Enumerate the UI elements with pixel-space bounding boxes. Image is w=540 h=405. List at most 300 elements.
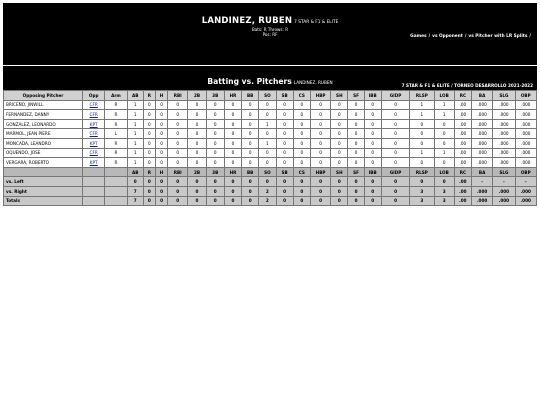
column-header: OBP: [515, 91, 536, 101]
summary-row: [4, 196, 537, 206]
stat-cell: .000: [493, 148, 515, 158]
stat-cell: 0: [168, 186, 188, 196]
stat-cell: 1: [127, 148, 143, 158]
stat-cell: 0: [364, 138, 381, 148]
stat-cell: .00: [454, 148, 471, 158]
stat-cell: 1: [259, 119, 276, 129]
stat-cell: .000: [493, 100, 515, 110]
table-row: [4, 100, 537, 110]
stat-cell: 0: [155, 186, 167, 196]
column-header: LOB: [434, 91, 454, 101]
stat-cell: .00: [454, 196, 471, 206]
stat-cell: .000: [493, 186, 515, 196]
page: [3, 3, 537, 206]
stat-cell: 0: [331, 148, 348, 158]
stat-cell: [105, 177, 127, 187]
opponent-cell: [83, 100, 105, 110]
stat-cell: 0: [331, 100, 348, 110]
stat-cell: .000: [515, 186, 536, 196]
stat-cell: 0: [348, 129, 364, 139]
column-header: CS: [293, 167, 310, 177]
table-row: [4, 158, 537, 168]
stat-cell: 1: [410, 100, 434, 110]
column-header: H: [155, 91, 167, 101]
stat-cell: 0: [410, 158, 434, 168]
stat-cell: 0: [348, 196, 364, 206]
stat-cell: 0: [381, 119, 409, 129]
stat-cell: 0: [293, 158, 310, 168]
stat-cell: 0: [310, 158, 330, 168]
stat-cell: 0: [188, 186, 206, 196]
stat-cell: -: [493, 177, 515, 187]
stat-cell: .000: [472, 148, 493, 158]
stat-cell: 0: [410, 177, 434, 187]
stat-cell: 0: [143, 177, 155, 187]
stat-cell: 0: [242, 196, 259, 206]
report-title: Batting vs. Pitchers: [207, 77, 292, 86]
section-header: [3, 66, 537, 90]
stat-cell: 0: [168, 148, 188, 158]
player-title: [3, 8, 537, 37]
column-header: CS: [293, 91, 310, 101]
stat-cell: .00: [454, 177, 471, 187]
column-header: 2B: [188, 167, 206, 177]
stat-cell: 0: [242, 186, 259, 196]
stat-cell: .000: [493, 119, 515, 129]
stat-cell: 0: [206, 186, 224, 196]
stat-cell: R: [105, 110, 127, 120]
column-header: SO: [259, 167, 276, 177]
bats-throws: Bats: R Throws: R: [251, 27, 289, 32]
stat-cell: 1: [410, 148, 434, 158]
stat-cell: 0: [310, 100, 330, 110]
stat-cell: 0: [155, 119, 167, 129]
stat-cell: 0: [410, 129, 434, 139]
stat-cell: 0: [364, 119, 381, 129]
column-header: BB: [242, 167, 259, 177]
stat-cell: 0: [310, 129, 330, 139]
column-header: SH: [331, 167, 348, 177]
report-links: [410, 34, 533, 39]
stat-cell: 0: [276, 100, 293, 110]
stat-cell: -: [472, 177, 493, 187]
stat-cell: .000: [515, 100, 536, 110]
stat-cell: 1: [434, 100, 454, 110]
opponent-link[interactable]: CFR: [89, 150, 98, 156]
stat-cell: 1: [127, 110, 143, 120]
stat-cell: L: [105, 129, 127, 139]
stat-cell: 0: [155, 177, 167, 187]
stat-cell: .000: [493, 110, 515, 120]
stat-cell: 0: [168, 158, 188, 168]
stat-cell: 0: [224, 138, 241, 148]
stat-cell: 0: [242, 129, 259, 139]
stat-cell: .000: [515, 110, 536, 120]
stat-cell: 0: [224, 186, 241, 196]
stat-cell: 0: [381, 100, 409, 110]
stat-cell: 0: [168, 100, 188, 110]
stat-cell: 0: [224, 158, 241, 168]
stat-cell: 0: [242, 158, 259, 168]
column-header: Opposing Pitcher: [4, 91, 83, 101]
opponent-link[interactable]: KPT: [89, 140, 98, 146]
column-header: GIDP: [381, 167, 409, 177]
stat-cell: 0: [155, 138, 167, 148]
stat-cell: .00: [454, 186, 471, 196]
stat-cell: 0: [155, 100, 167, 110]
vs-pitcher-lr-splits-link[interactable]: vs Pitcher with LR Splits: [468, 34, 528, 39]
pitcher-name: FERNANDEZ, DANNY: [4, 110, 83, 120]
stat-cell: 0: [188, 110, 206, 120]
stat-cell: 0: [331, 196, 348, 206]
stat-cell: .000: [472, 158, 493, 168]
stat-cell: 0: [293, 119, 310, 129]
stat-cell: .000: [472, 119, 493, 129]
stat-cell: 0: [381, 158, 409, 168]
stat-cell: 0: [348, 110, 364, 120]
stat-cell: 0: [434, 177, 454, 187]
stat-cell: 0: [276, 177, 293, 187]
stat-cell: 3: [434, 196, 454, 206]
column-header: AB: [127, 167, 143, 177]
stat-cell: 0: [364, 186, 381, 196]
stat-cell: 0: [310, 138, 330, 148]
opponent-link[interactable]: CFR: [89, 102, 98, 108]
stat-cell: 0: [259, 158, 276, 168]
summary-label: vs. Left: [4, 177, 83, 187]
pitcher-name: GONZALEZ, LEONARDO: [4, 119, 83, 129]
summary-row: [4, 186, 537, 196]
stat-cell: 0: [143, 100, 155, 110]
column-header: SB: [276, 91, 293, 101]
stat-cell: 0: [143, 119, 155, 129]
stat-cell: .000: [515, 148, 536, 158]
column-header: H: [155, 167, 167, 177]
stat-cell: R: [105, 148, 127, 158]
column-header: SB: [276, 167, 293, 177]
opponent-cell: [83, 119, 105, 129]
stat-cell: 1: [259, 138, 276, 148]
stat-cell: 7: [127, 186, 143, 196]
stat-cell: .000: [493, 138, 515, 148]
stat-cell: 0: [381, 138, 409, 148]
stat-cell: 0: [143, 110, 155, 120]
stat-cell: .00: [454, 119, 471, 129]
batting-vs-pitchers-table: [3, 90, 537, 206]
stat-cell: 0: [276, 158, 293, 168]
stat-cell: 0: [224, 148, 241, 158]
stat-cell: .00: [454, 158, 471, 168]
stat-cell: 0: [242, 110, 259, 120]
stat-cell: 3: [410, 186, 434, 196]
stat-cell: 0: [364, 148, 381, 158]
stat-cell: 0: [155, 196, 167, 206]
stat-cell: 2: [259, 186, 276, 196]
stat-cell: 0: [293, 177, 310, 187]
stat-cell: 0: [381, 186, 409, 196]
column-header: IBB: [364, 167, 381, 177]
stat-cell: 0: [331, 129, 348, 139]
stat-cell: 0: [224, 110, 241, 120]
player-name: LANDINEZ, RUBEN: [201, 16, 293, 26]
stat-cell: 0: [276, 119, 293, 129]
stat-cell: 0: [348, 148, 364, 158]
stat-cell: 0: [381, 177, 409, 187]
stat-cell: 0: [364, 158, 381, 168]
stat-cell: 0: [143, 129, 155, 139]
stat-cell: [105, 196, 127, 206]
stat-cell: 0: [434, 119, 454, 129]
stat-cell: 7: [127, 196, 143, 206]
stat-cell: 0: [206, 138, 224, 148]
column-header: AB: [127, 91, 143, 101]
stat-cell: 0: [224, 100, 241, 110]
stat-cell: 0: [381, 148, 409, 158]
stat-cell: 0: [348, 119, 364, 129]
stat-cell: 0: [206, 148, 224, 158]
column-header: BA: [472, 167, 493, 177]
stat-cell: 0: [434, 138, 454, 148]
stat-cell: 0: [168, 138, 188, 148]
stat-cell: 0: [310, 186, 330, 196]
stat-cell: 0: [331, 138, 348, 148]
column-header: SF: [348, 91, 364, 101]
stat-cell: .000: [472, 196, 493, 206]
stat-cell: 0: [276, 186, 293, 196]
column-header: GIDP: [381, 91, 409, 101]
vs-opponent-link[interactable]: vs Opponent: [432, 34, 463, 39]
stat-cell: 0: [276, 148, 293, 158]
stat-cell: [83, 177, 105, 187]
stat-cell: .000: [472, 110, 493, 120]
stat-cell: 0: [293, 129, 310, 139]
stat-cell: .00: [454, 110, 471, 120]
stat-cell: 0: [188, 148, 206, 158]
column-header: BA: [472, 91, 493, 101]
pitcher-name: MONCADA, LEANDRO: [4, 138, 83, 148]
stat-cell: 0: [188, 119, 206, 129]
stat-cell: 0: [310, 148, 330, 158]
column-header: HR: [224, 91, 241, 101]
stat-cell: 1: [410, 110, 434, 120]
stat-cell: 0: [155, 110, 167, 120]
table-header-row: [4, 91, 537, 101]
stat-cell: [83, 186, 105, 196]
stat-cell: 0: [310, 110, 330, 120]
stat-cell: 0: [155, 158, 167, 168]
stat-cell: 0: [348, 158, 364, 168]
stat-cell: 1: [434, 148, 454, 158]
stat-cell: 1: [127, 138, 143, 148]
opponent-cell: [83, 158, 105, 168]
column-header: HBP: [310, 91, 330, 101]
stat-cell: 0: [310, 119, 330, 129]
stat-cell: 0: [293, 196, 310, 206]
stat-cell: .00: [454, 100, 471, 110]
stat-cell: 0: [143, 158, 155, 168]
stat-cell: 0: [276, 129, 293, 139]
stat-cell: 0: [434, 158, 454, 168]
column-header: 2B: [188, 91, 206, 101]
pitcher-name: MARMOL, JEAN PIERE: [4, 129, 83, 139]
table-row: [4, 148, 537, 158]
stat-cell: 0: [276, 138, 293, 148]
stat-cell: 0: [224, 129, 241, 139]
stat-cell: 0: [364, 100, 381, 110]
stat-cell: 0: [331, 119, 348, 129]
stat-cell: 0: [276, 110, 293, 120]
stat-cell: 1: [127, 158, 143, 168]
link-separator: /: [464, 34, 467, 39]
column-header: SLG: [493, 167, 515, 177]
stat-cell: 0: [293, 100, 310, 110]
stat-cell: R: [105, 119, 127, 129]
stat-cell: [105, 186, 127, 196]
stat-cell: 0: [293, 148, 310, 158]
column-header: RC: [454, 91, 471, 101]
stat-cell: 0: [276, 196, 293, 206]
opponent-cell: [83, 110, 105, 120]
stat-cell: 0: [310, 196, 330, 206]
stat-cell: 0: [434, 129, 454, 139]
stat-cell: 0: [381, 129, 409, 139]
link-separator: /: [428, 34, 431, 39]
stat-cell: 0: [168, 119, 188, 129]
column-header: RBI: [168, 167, 188, 177]
column-header: [4, 167, 83, 177]
column-header: HBP: [310, 167, 330, 177]
stat-cell: 0: [143, 138, 155, 148]
stat-cell: 0: [259, 110, 276, 120]
column-header: R: [143, 167, 155, 177]
column-header: SO: [259, 91, 276, 101]
stat-cell: 0: [293, 138, 310, 148]
stat-cell: R: [105, 138, 127, 148]
player-header: [3, 3, 537, 65]
stat-cell: 0: [143, 196, 155, 206]
stat-cell: 0: [310, 177, 330, 187]
stat-cell: .000: [515, 158, 536, 168]
summary-row: [4, 177, 537, 187]
column-header: RC: [454, 167, 471, 177]
stat-cell: 0: [143, 148, 155, 158]
stat-cell: R: [105, 100, 127, 110]
column-header: SLG: [493, 91, 515, 101]
stat-cell: 0: [348, 177, 364, 187]
stat-cell: 0: [188, 138, 206, 148]
team-name: 7 STAR & F1 & ELITE: [294, 20, 339, 25]
stat-cell: 0: [168, 196, 188, 206]
team-tournament-tag: 7 STAR & F1 & ELITE / TORNEO DESARROLLO 2021-2022: [401, 83, 533, 88]
table-row: [4, 138, 537, 148]
games-link[interactable]: Games: [410, 34, 427, 39]
column-header: RLSP: [410, 167, 434, 177]
stat-cell: .000: [515, 138, 536, 148]
stat-cell: 1: [127, 129, 143, 139]
stat-cell: 0: [188, 177, 206, 187]
stat-cell: 0: [331, 158, 348, 168]
stat-cell: 0: [242, 177, 259, 187]
stat-cell: 0: [188, 100, 206, 110]
stat-cell: .00: [454, 138, 471, 148]
pitcher-name: VERGARA, ROBERTO: [4, 158, 83, 168]
column-header: OBP: [515, 167, 536, 177]
opponent-link[interactable]: CFR: [89, 131, 98, 137]
opponent-cell: [83, 129, 105, 139]
stat-cell: 0: [188, 196, 206, 206]
stat-cell: 0: [364, 129, 381, 139]
column-header: [105, 167, 127, 177]
stat-cell: 0: [206, 100, 224, 110]
stat-cell: 3: [434, 186, 454, 196]
stat-cell: .000: [472, 129, 493, 139]
column-header: 3B: [206, 167, 224, 177]
stat-cell: .000: [493, 196, 515, 206]
summary-label: vs. Right: [4, 186, 83, 196]
stat-cell: 0: [242, 119, 259, 129]
stat-cell: 0: [206, 119, 224, 129]
column-header: R: [143, 91, 155, 101]
opponent-link[interactable]: KPT: [89, 121, 98, 127]
stat-cell: -: [515, 177, 536, 187]
stat-cell: 0: [259, 148, 276, 158]
stat-cell: 0: [206, 177, 224, 187]
stat-cell: 0: [259, 100, 276, 110]
stat-cell: 0: [168, 129, 188, 139]
stat-cell: .000: [472, 186, 493, 196]
stat-cell: 0: [155, 129, 167, 139]
column-header: [83, 167, 105, 177]
stat-cell: 0: [259, 177, 276, 187]
stat-cell: 0: [206, 129, 224, 139]
stat-cell: 0: [168, 177, 188, 187]
stat-cell: 1: [127, 100, 143, 110]
opponent-link[interactable]: CFR: [89, 111, 98, 117]
stat-cell: 0: [331, 177, 348, 187]
stat-cell: 2: [259, 196, 276, 206]
summary-header-row: [4, 167, 537, 177]
column-header: LOB: [434, 167, 454, 177]
stat-cell: 0: [293, 186, 310, 196]
column-header: IBB: [364, 91, 381, 101]
stat-cell: 0: [206, 158, 224, 168]
column-header: Arm: [105, 91, 127, 101]
summary-label: Totals: [4, 196, 83, 206]
stat-cell: 0: [381, 110, 409, 120]
stat-cell: 0: [364, 196, 381, 206]
position: Pos: RF: [262, 32, 278, 38]
stat-cell: 0: [188, 158, 206, 168]
stat-cell: 0: [224, 119, 241, 129]
stat-cell: 0: [224, 196, 241, 206]
column-header: HR: [224, 167, 241, 177]
opponent-link[interactable]: KPT: [89, 159, 98, 165]
stat-cell: 0: [348, 138, 364, 148]
stat-cell: 0: [206, 110, 224, 120]
stat-cell: 0: [364, 177, 381, 187]
stat-cell: 0: [331, 186, 348, 196]
stat-cell: 0: [242, 100, 259, 110]
column-header: SH: [331, 91, 348, 101]
stat-cell: 1: [434, 110, 454, 120]
stat-cell: 0: [364, 110, 381, 120]
stat-cell: .000: [515, 196, 536, 206]
stat-cell: .000: [472, 138, 493, 148]
column-header: 3B: [206, 91, 224, 101]
stat-cell: 0: [410, 138, 434, 148]
column-header: BB: [242, 91, 259, 101]
stat-cell: 0: [242, 138, 259, 148]
